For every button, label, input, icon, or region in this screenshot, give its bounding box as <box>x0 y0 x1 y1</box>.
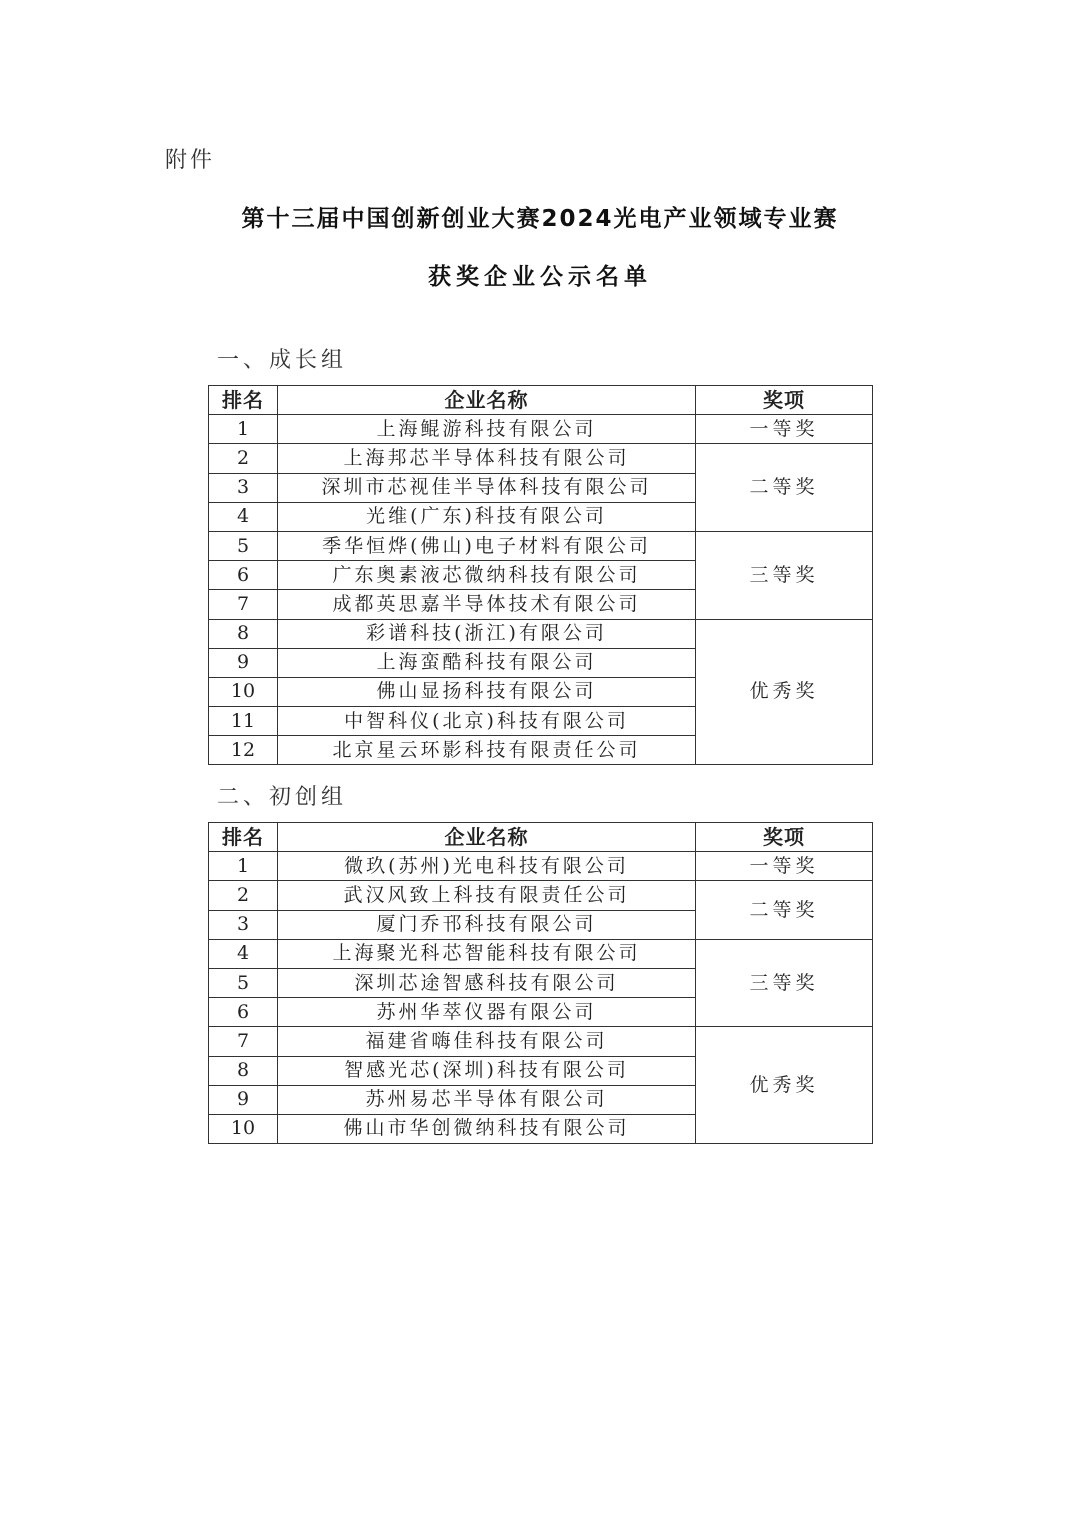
rank-cell: 3 <box>209 473 278 502</box>
rank-cell: 8 <box>209 1056 278 1085</box>
rank-cell: 6 <box>209 561 278 590</box>
company-name-cell: 苏州华萃仪器有限公司 <box>278 998 696 1027</box>
company-name-cell: 深圳市芯视佳半导体科技有限公司 <box>278 473 696 502</box>
award-cell: 一等奖 <box>696 852 873 881</box>
company-name-cell: 智感光芯(深圳)科技有限公司 <box>278 1056 696 1085</box>
growth-group-table <box>208 385 873 765</box>
company-name-cell: 苏州易芯半导体有限公司 <box>278 1085 696 1114</box>
company-name-cell: 上海蛮酷科技有限公司 <box>278 648 696 677</box>
award-cell: 二等奖 <box>696 881 873 939</box>
rank-cell: 5 <box>209 968 278 997</box>
rank-cell: 4 <box>209 502 278 531</box>
company-name-cell: 光维(广东)科技有限公司 <box>278 502 696 531</box>
rank-cell: 1 <box>209 852 278 881</box>
company-name-cell: 北京星云环影科技有限责任公司 <box>278 736 696 765</box>
table-row <box>209 939 873 968</box>
rank-column-header: 排名 <box>209 386 278 415</box>
company-name-cell: 广东奥素液芯微纳科技有限公司 <box>278 561 696 590</box>
company-column-header: 企业名称 <box>278 823 696 852</box>
company-name-cell: 深圳芯途智感科技有限公司 <box>278 968 696 997</box>
award-cell: 三等奖 <box>696 939 873 1027</box>
award-column-header: 奖项 <box>696 823 873 852</box>
company-name-cell: 佛山显扬科技有限公司 <box>278 677 696 706</box>
company-name-cell: 成都英思嘉半导体技术有限公司 <box>278 590 696 619</box>
table-header-row <box>209 823 873 852</box>
company-name-cell: 上海鲲游科技有限公司 <box>278 415 696 444</box>
document-title: 第十三届中国创新创业大赛2024光电产业领域专业赛 <box>241 206 839 232</box>
rank-cell: 4 <box>209 939 278 968</box>
company-name-cell: 微玖(苏州)光电科技有限公司 <box>278 852 696 881</box>
startup-group-table <box>208 822 873 1144</box>
company-column-header: 企业名称 <box>278 386 696 415</box>
award-cell: 一等奖 <box>696 415 873 444</box>
table-row <box>209 881 873 910</box>
rank-cell: 9 <box>209 1085 278 1114</box>
section-heading-growth-group: 一、成长组 <box>217 348 348 373</box>
rank-cell: 8 <box>209 619 278 648</box>
rank-cell: 3 <box>209 910 278 939</box>
award-cell: 优秀奖 <box>696 619 873 765</box>
rank-cell: 2 <box>209 881 278 910</box>
document-subtitle: 获奖企业公示名单 <box>428 264 652 290</box>
rank-cell: 6 <box>209 998 278 1027</box>
rank-cell: 11 <box>209 707 278 736</box>
company-name-cell: 武汉风致上科技有限责任公司 <box>278 881 696 910</box>
award-cell: 优秀奖 <box>696 1027 873 1144</box>
rank-cell: 10 <box>209 1114 278 1143</box>
company-name-cell: 厦门乔邗科技有限公司 <box>278 910 696 939</box>
company-name-cell: 季华恒烨(佛山)电子材料有限公司 <box>278 531 696 560</box>
company-name-cell: 彩谱科技(浙江)有限公司 <box>278 619 696 648</box>
rank-cell: 5 <box>209 531 278 560</box>
table-row <box>209 852 873 881</box>
rank-cell: 9 <box>209 648 278 677</box>
rank-cell: 2 <box>209 444 278 473</box>
company-name-cell: 中智科仪(北京)科技有限公司 <box>278 707 696 736</box>
table-header-row <box>209 386 873 415</box>
award-column-header: 奖项 <box>696 386 873 415</box>
table-row <box>209 531 873 560</box>
table-row <box>209 444 873 473</box>
rank-cell: 1 <box>209 415 278 444</box>
award-cell: 二等奖 <box>696 444 873 532</box>
rank-cell: 7 <box>209 1027 278 1056</box>
company-name-cell: 福建省嗨佳科技有限公司 <box>278 1027 696 1056</box>
rank-cell: 7 <box>209 590 278 619</box>
company-name-cell: 佛山市华创微纳科技有限公司 <box>278 1114 696 1143</box>
table-row <box>209 415 873 444</box>
company-name-cell: 上海邦芯半导体科技有限公司 <box>278 444 696 473</box>
table-row <box>209 619 873 648</box>
company-name-cell: 上海聚光科芯智能科技有限公司 <box>278 939 696 968</box>
rank-cell: 12 <box>209 736 278 765</box>
award-cell: 三等奖 <box>696 531 873 619</box>
table-row <box>209 1027 873 1056</box>
rank-column-header: 排名 <box>209 823 278 852</box>
rank-cell: 10 <box>209 677 278 706</box>
attachment-label: 附件 <box>165 148 216 173</box>
section-heading-startup-group: 二、初创组 <box>217 785 348 810</box>
